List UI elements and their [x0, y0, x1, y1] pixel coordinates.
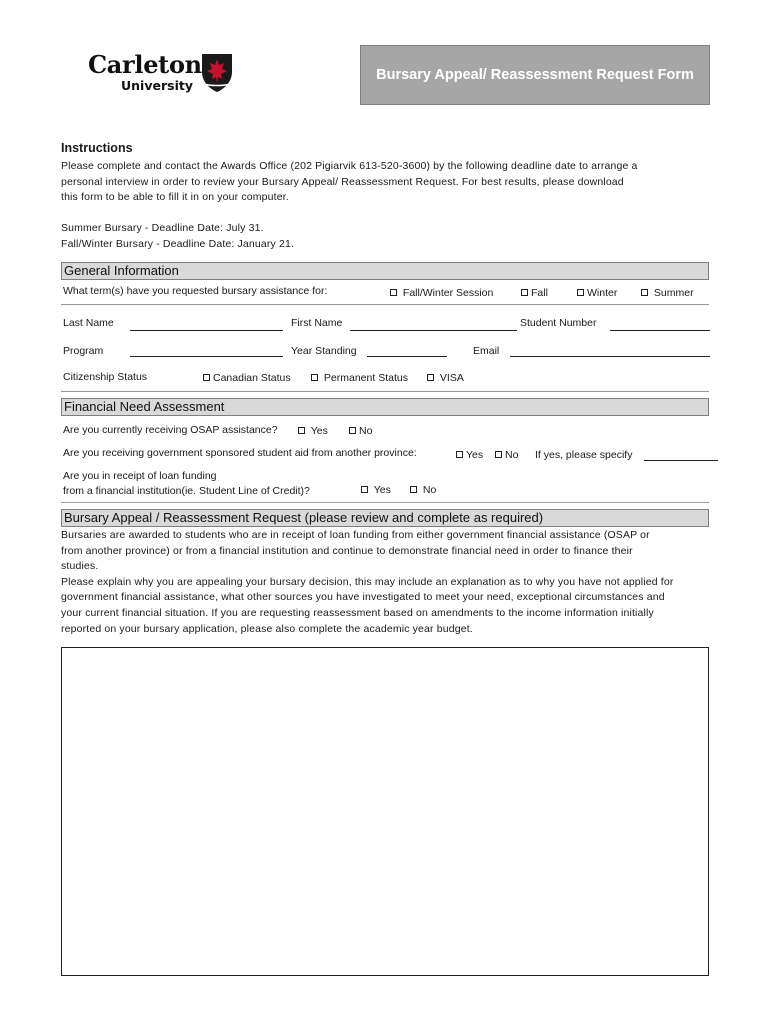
checkbox[interactable]: [577, 289, 584, 296]
option-label: Permanent Status: [323, 372, 408, 384]
general-information-header: General Information: [61, 262, 709, 280]
divider: [61, 391, 709, 392]
osap-question: Are you currently receiving OSAP assistance?: [63, 424, 278, 436]
email-field[interactable]: [510, 356, 710, 357]
option-label: No: [505, 449, 519, 461]
checkbox[interactable]: [521, 289, 528, 296]
option-label: Yes: [466, 449, 484, 461]
option-label: Fall/Winter Session: [402, 287, 494, 299]
checkbox[interactable]: [311, 374, 318, 381]
divider: [61, 304, 709, 305]
option-label: VISA: [439, 372, 464, 384]
loan-no[interactable]: [410, 484, 436, 496]
gov-aid-yes[interactable]: [456, 449, 483, 461]
program-field[interactable]: [130, 356, 283, 357]
gov-aid-question: Are you receiving government sponsored student aid from another province:: [63, 447, 417, 459]
year-standing-label: Year Standing: [291, 345, 357, 357]
appeal-line: from another province) or from a financial institution and continue to demonstrate financial need in order to finance their: [61, 544, 633, 557]
email-label: Email: [473, 345, 500, 357]
if-yes-label: If yes, please specify: [535, 449, 633, 461]
first-name-field[interactable]: [350, 330, 517, 331]
logo-subtitle: University: [121, 78, 193, 93]
last-name-label: Last Name: [63, 317, 114, 329]
last-name-field[interactable]: [130, 330, 283, 331]
option-label: Yes: [310, 425, 328, 437]
citizenship-option-canadian[interactable]: [203, 372, 291, 384]
term-option-winter[interactable]: [577, 287, 617, 299]
option-label: Fall: [531, 287, 548, 299]
instructions-line: Please complete and contact the Awards Office (202 Pigiarvik 613-520-3600) by the following deadline date to arrange a: [61, 160, 638, 172]
deadline-summer: Summer Bursary - Deadline Date: July 31.: [61, 222, 264, 234]
instructions-text: [61, 159, 711, 206]
appeal-line: Please explain why you are appealing your bursary decision, this may include an explanation as to why you have not applied for: [61, 575, 674, 588]
instructions-line: this form to be able to fill it in on your computer.: [61, 191, 289, 204]
checkbox[interactable]: [361, 486, 368, 493]
option-label: Canadian Status: [213, 372, 291, 384]
citizenship-label: Citizenship Status: [63, 371, 148, 383]
checkbox[interactable]: [390, 289, 397, 296]
first-name-label: First Name: [291, 317, 343, 329]
checkbox[interactable]: [349, 427, 356, 434]
shield-icon: [200, 52, 234, 99]
logo-wordmark: Carleton: [88, 50, 202, 79]
appeal-line: your current financial situation. If you are requesting reassessment based on amendments to the income information initially: [61, 606, 654, 619]
student-number-label: Student Number: [520, 317, 597, 329]
year-standing-field[interactable]: [367, 356, 447, 357]
appeal-line: government financial assistance, what other sources you have investigated to meet your need, exceptional circumstances and: [61, 591, 665, 604]
checkbox[interactable]: [641, 289, 648, 296]
osap-no[interactable]: [349, 425, 372, 437]
option-label: No: [422, 484, 437, 496]
option-label: Summer: [653, 287, 694, 299]
term-question: What term(s) have you requested bursary assistance for:: [63, 285, 328, 297]
citizenship-option-visa[interactable]: [427, 372, 464, 384]
gov-aid-no[interactable]: [495, 449, 518, 461]
checkbox[interactable]: [298, 427, 305, 434]
bursary-appeal-header: Bursary Appeal / Reassessment Request (please review and complete as required): [61, 509, 709, 527]
checkbox[interactable]: [456, 451, 463, 458]
loan-question-line: from a financial institution(ie. Student Line of Credit)?: [63, 485, 310, 497]
appeal-explanation-textbox[interactable]: [61, 647, 709, 976]
citizenship-option-permanent[interactable]: [311, 372, 408, 384]
instructions-line: personal interview in order to review your Bursary Appeal/ Reassessment Request. For best results, please download: [61, 175, 624, 188]
program-label: Program: [63, 345, 104, 357]
osap-yes[interactable]: [298, 425, 328, 437]
divider: [61, 502, 709, 503]
checkbox[interactable]: [427, 374, 434, 381]
term-option-fallwinter[interactable]: [390, 287, 493, 299]
checkbox[interactable]: [495, 451, 502, 458]
if-yes-specify-field[interactable]: [644, 460, 718, 461]
checkbox[interactable]: [203, 374, 210, 381]
appeal-line: studies.: [61, 560, 99, 573]
checkbox[interactable]: [410, 486, 417, 493]
option-label: No: [359, 425, 373, 437]
appeal-line: Bursaries are awarded to students who are in receipt of loan funding from either government financial assistance (OSAP or: [61, 529, 650, 541]
option-label: Winter: [587, 287, 618, 299]
loan-question: [63, 469, 310, 499]
instructions-heading: Instructions: [61, 141, 133, 155]
financial-need-header: Financial Need Assessment: [61, 398, 709, 416]
term-option-fall[interactable]: [521, 287, 548, 299]
appeal-text: [61, 528, 711, 637]
loan-question-line: Are you in receipt of loan funding: [63, 470, 217, 482]
form-title: Bursary Appeal/ Reassessment Request Form: [360, 45, 710, 105]
student-number-field[interactable]: [610, 330, 710, 331]
term-option-summer[interactable]: [641, 287, 694, 299]
deadlines: [61, 221, 711, 252]
deadline-fallwinter: Fall/Winter Bursary - Deadline Date: January 21.: [61, 237, 295, 250]
appeal-line: reported on your bursary application, please also complete the academic year budget.: [61, 622, 473, 635]
loan-yes[interactable]: [361, 484, 391, 496]
option-label: Yes: [373, 484, 391, 496]
